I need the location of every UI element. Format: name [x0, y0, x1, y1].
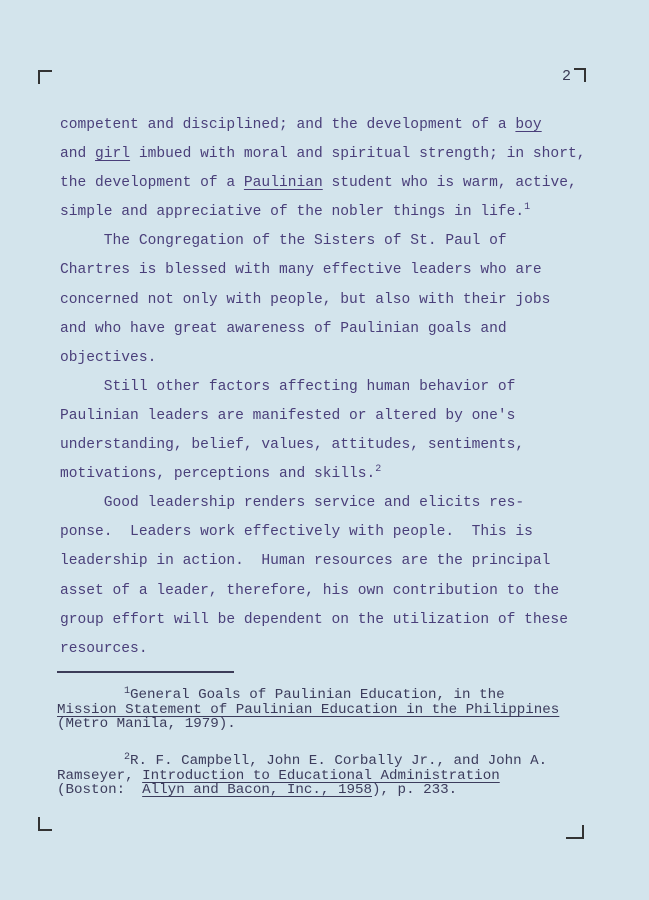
- paragraph-2-line-5: objectives.: [60, 349, 157, 366]
- text-span: competent and disciplined; and the development of a: [60, 117, 516, 133]
- text-span: the development of a: [60, 175, 244, 192]
- paragraph-4-line-3: leadership in action. Human resources are the principal: [60, 553, 551, 570]
- text-span: student who is warm, active,: [322, 175, 577, 192]
- paragraph-3-line-2: Paulinian leaders are manifested or altered by one's: [60, 407, 516, 424]
- footnote-1-line-3: (Metro Manila, 1979).: [57, 716, 236, 732]
- paragraph-3-line-4: [60, 460, 600, 489]
- text-span: and: [60, 146, 96, 163]
- crop-mark-top-right: [574, 68, 586, 82]
- footnote-1-line-1: [57, 688, 559, 703]
- footnote-ref-2[interactable]: 2: [375, 464, 382, 476]
- footnote-2-line-2: [57, 769, 547, 784]
- paragraph-1-line-3: [60, 169, 600, 198]
- text-span: R. F. Campbell, John E. Corbally Jr., and John A.: [130, 753, 548, 769]
- underlined-word-boy: boy: [515, 117, 542, 133]
- paragraph-4-line-5: group effort will be dependent on the utilization of these: [60, 611, 568, 628]
- paragraph-2-line-3: concerned not only with people, but also with their jobs: [60, 291, 551, 308]
- page-number: 2: [562, 68, 572, 85]
- paragraph-2-line-2: Chartres is blessed with many effective leaders who are: [60, 262, 542, 279]
- text-span: Ramseyer,: [57, 767, 143, 784]
- paragraph-4-line-6: resources.: [60, 640, 148, 657]
- body-text: [60, 111, 600, 664]
- text-span: ), p. 233.: [372, 782, 458, 798]
- paragraph-1-line-1: [60, 111, 600, 140]
- footnote-1-line-2: Mission Statement of Paulinian Education in the Philippines: [57, 701, 560, 718]
- paragraph-2-line-4: and who have great awareness of Paulinian goals and: [60, 320, 507, 337]
- crop-mark-bottom-right: [566, 825, 584, 839]
- underlined-word-paulinian: Paulinian: [243, 175, 323, 192]
- text-span: (Boston:: [57, 782, 143, 798]
- footnote-1: [57, 688, 559, 732]
- paragraph-3-line-3: understanding, belief, values, attitudes, sentiments,: [60, 437, 525, 454]
- book-title: Introduction to Educational Administration: [142, 767, 500, 784]
- paragraph-4-line-1: Good leadership renders service and elicits res-: [60, 495, 525, 512]
- text-span: General Goals of Paulinian Education, in the: [130, 687, 505, 703]
- paragraph-4-line-2: ponse. Leaders work effectively with people. This is: [60, 524, 533, 541]
- underlined-word-girl: girl: [95, 146, 131, 163]
- footnote-2-line-3: [57, 783, 547, 798]
- crop-mark-bottom-left: [38, 817, 52, 831]
- footnote-separator: [57, 671, 234, 673]
- text-span: simple and appreciative of the nobler things in life.: [60, 204, 525, 221]
- paragraph-1-line-4: [60, 198, 600, 227]
- footnote-2-marker: 2: [124, 752, 131, 763]
- footnote-2: [57, 754, 547, 798]
- crop-mark-top-left: [38, 70, 52, 84]
- paragraph-1-line-2: [60, 140, 600, 169]
- paragraph-2-line-1: The Congregation of the Sisters of St. Paul of: [60, 233, 507, 250]
- paragraph-4-line-4: asset of a leader, therefore, his own contribution to the: [60, 582, 560, 599]
- paragraph-3-line-1: Still other factors affecting human behavior of: [60, 378, 516, 395]
- text-span: imbued with moral and spiritual strength; in short,: [130, 146, 586, 163]
- publisher: Allyn and Bacon, Inc., 1958: [142, 782, 373, 798]
- footnote-ref-1[interactable]: 1: [524, 202, 531, 214]
- text-span: motivations, perceptions and skills.: [60, 466, 376, 483]
- footnote-2-line-1: [57, 754, 547, 769]
- footnote-1-marker: 1: [124, 686, 131, 697]
